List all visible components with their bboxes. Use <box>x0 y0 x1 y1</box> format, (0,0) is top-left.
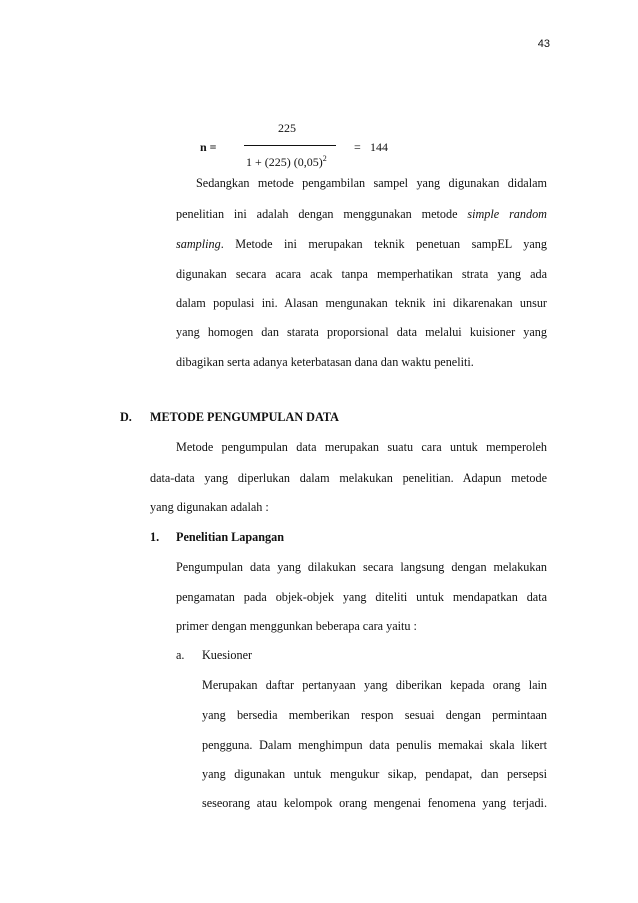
subsection-1-line-1: Pengumpulan data yang dilakukan secara langsung dengan melakukan <box>176 560 547 574</box>
para1-term-sampling: sampling <box>176 237 221 251</box>
para1-text: . Metode ini merupakan teknik penetuan sampEL yang <box>220 237 547 251</box>
item-a-line-4: yang digunakan untuk mengukur sikap, pendapat, dan persepsi <box>202 767 547 781</box>
item-a-line-3: pengguna. Dalam menghimpun data penulis memakai skala likert <box>202 738 547 752</box>
fraction-bar <box>244 145 336 146</box>
section-d-line-1: Metode pengumpulan data merupakan suatu cara untuk memperoleh <box>176 440 547 454</box>
formula-numerator: 225 <box>278 121 296 135</box>
para1-line-3 <box>176 237 547 252</box>
page-number: 43 <box>537 38 550 50</box>
para1-text: penelitian ini adalah dengan menggunakan metode <box>176 207 468 221</box>
para1-line-6: yang homogen dan starata proporsional data melalui kuisioner yang <box>176 325 547 339</box>
para1-line-5: dalam populasi ini. Alasan mengunakan teknik ini dikarenakan unsur <box>176 296 547 310</box>
formula-lhs: n = <box>200 140 217 154</box>
subsection-1-number: 1. <box>150 530 160 544</box>
item-a-line-2: yang bersedia memberikan respon sesuai dengan permintaan <box>202 708 547 722</box>
item-a-line-1: Merupakan daftar pertanyaan yang diberikan kepada orang lain <box>202 678 547 692</box>
formula-denominator-base: 1 + (225) (0,05) <box>246 155 323 169</box>
section-d-heading: METODE PENGUMPULAN DATA <box>150 410 339 424</box>
formula-equals: = <box>354 140 361 154</box>
subsection-1-line-2: pengamatan pada objek-objek yang diteliti untuk mendapatkan data <box>176 590 547 604</box>
subsection-1-line-3: primer dengan menggunkan beberapa cara yaitu : <box>176 619 417 633</box>
formula-result: 144 <box>370 140 388 154</box>
para1-line-7: dibagikan serta adanya keterbatasan dana dan waktu peneliti. <box>176 355 474 369</box>
para1-line-2 <box>176 207 547 222</box>
para1-line-1: Sedangkan metode pengambilan sampel yang digunakan didalam <box>196 176 547 190</box>
section-d-line-2: data-data yang diperlukan dalam melakukan penelitian. Adapun metode <box>150 471 547 485</box>
para1-line-4: digunakan secara acara acak tanpa memperhatikan strata yang ada <box>176 267 547 281</box>
item-a-heading: Kuesioner <box>202 648 253 662</box>
para1-term-simple-random: simple random <box>467 207 547 221</box>
section-d-line-3: yang digunakan adalah : <box>150 500 269 514</box>
item-a-line-5: seseorang atau kelompok orang mengenai fenomena yang terjadi. <box>202 796 547 810</box>
formula-exponent: 2 <box>322 154 327 163</box>
subsection-1-heading: Penelitian Lapangan <box>176 530 285 544</box>
section-d-number: D. <box>120 410 132 424</box>
formula-denominator <box>246 152 327 169</box>
item-a-letter: a. <box>176 648 185 662</box>
